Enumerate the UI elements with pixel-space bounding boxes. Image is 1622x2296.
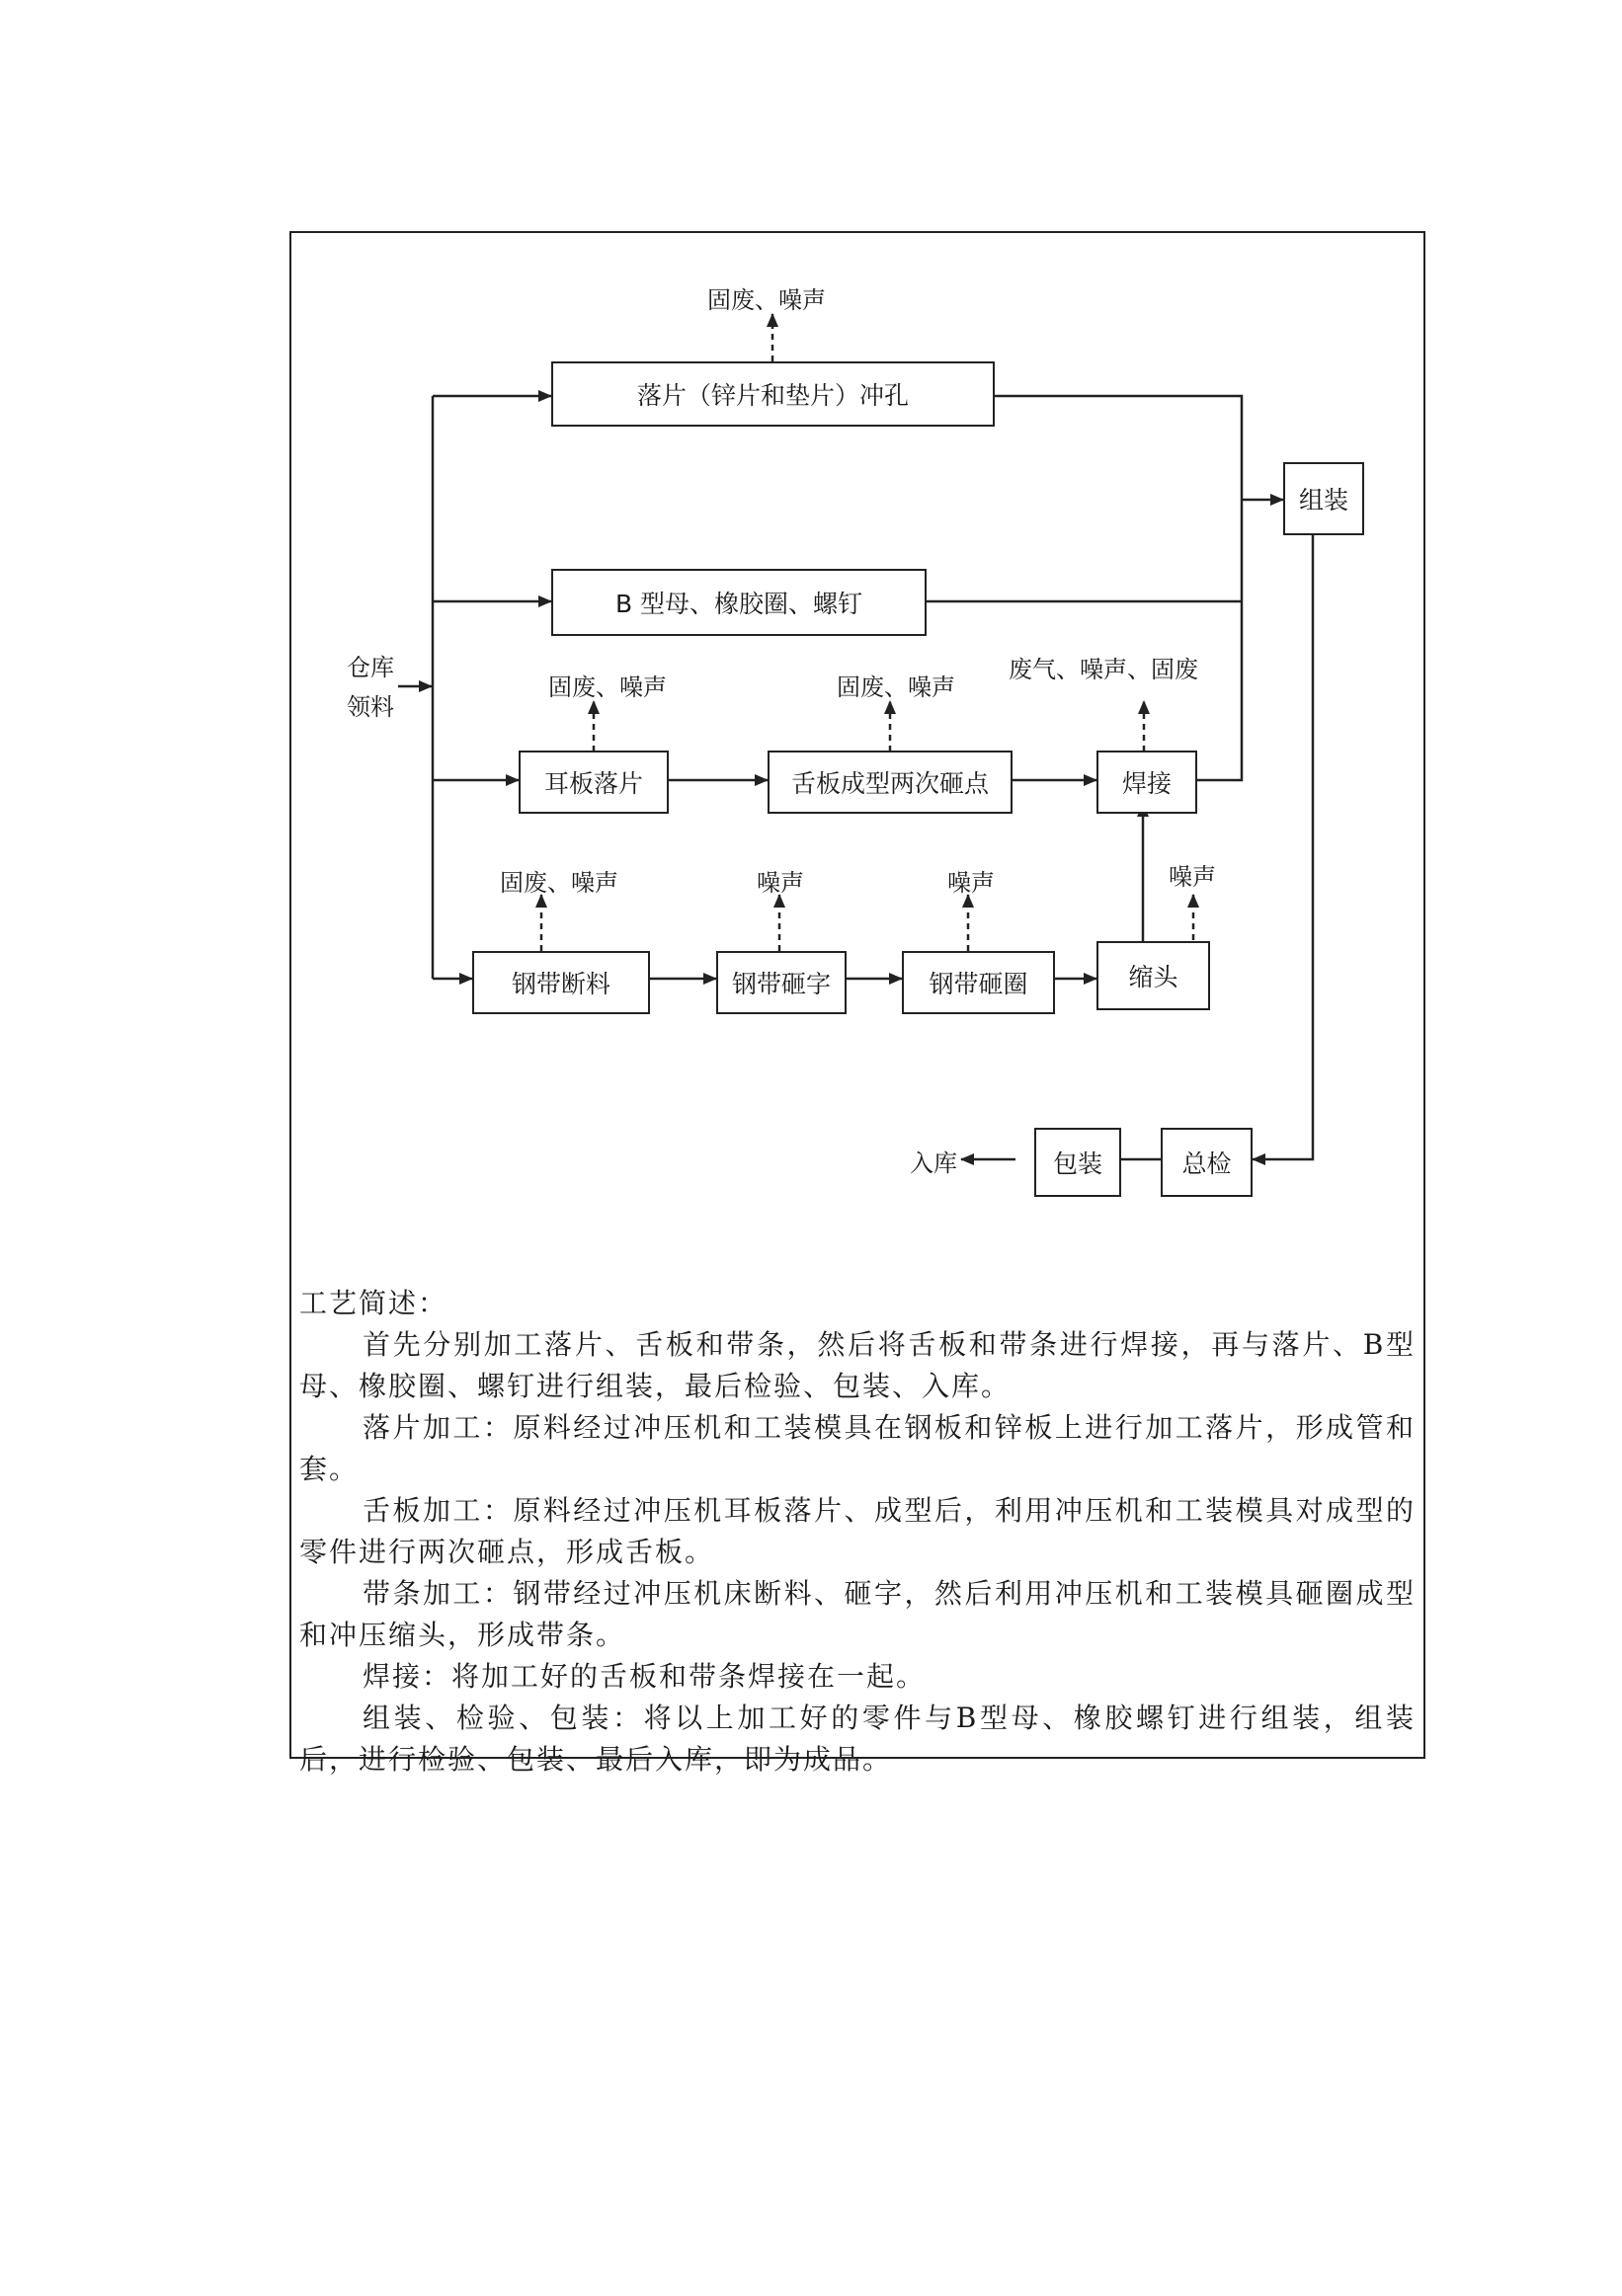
box-final-check: 总检 — [1161, 1128, 1253, 1197]
box-welding: 焊接 — [1096, 751, 1197, 814]
description-heading: 工艺简述： — [299, 1287, 448, 1319]
box-packing: 包装 — [1034, 1128, 1121, 1197]
description-paragraph: 组装、检验、包装：将以上加工好的零件与B型母、橡胶螺钉进行组装，组装后，进行检验、包装、最后入库，即为成品。 — [299, 1702, 1416, 1776]
process-description — [299, 1283, 1416, 1781]
box-strip-stamp: 钢带砸字 — [716, 951, 847, 1014]
emission-label-strip-stamp: 噪声 — [757, 869, 804, 897]
emission-label-strip-ring: 噪声 — [947, 869, 995, 897]
box-shrink: 缩头 — [1096, 941, 1210, 1010]
description-paragraph: 首先分别加工落片、舌板和带条，然后将舌板和带条进行焊接，再与落片、B型母、橡胶圈、螺钉进行组装，最后检验、包装、入库。 — [299, 1328, 1416, 1402]
emission-label-blanking: 固废、噪声 — [707, 286, 826, 314]
box-strip-cut: 钢带断料 — [472, 951, 650, 1014]
emission-label-tongue: 固废、噪声 — [837, 673, 955, 701]
box-ear-blanking: 耳板落片 — [519, 751, 669, 814]
description-paragraph: 落片加工：原料经过冲压机和工装模具在钢板和锌板上进行加工落片，形成管和套。 — [299, 1411, 1416, 1485]
box-strip-ring: 钢带砸圈 — [902, 951, 1055, 1014]
box-blanking: 落片（锌片和垫片）冲孔 — [551, 361, 995, 427]
document-frame — [289, 231, 1425, 1776]
box-assembly: 组装 — [1283, 462, 1364, 535]
description-paragraph: 焊接：将加工好的舌板和带条焊接在一起。 — [363, 1660, 927, 1693]
emission-label-strip-cut: 固废、噪声 — [500, 869, 618, 897]
warehouse-label-line-2: 领料 — [347, 693, 394, 721]
storage-label: 入库 — [910, 1149, 957, 1177]
warehouse-label — [347, 648, 394, 727]
emission-label-ear: 固废、噪声 — [548, 673, 667, 701]
box-b-nut: B 型母、橡胶圈、螺钉 — [551, 569, 927, 636]
line-blanking-to-collector — [995, 396, 1242, 500]
emission-label-shrink: 噪声 — [1169, 863, 1216, 891]
box-tongue-forming: 舌板成型两次砸点 — [768, 751, 1013, 814]
line-weld-to-collector — [1197, 500, 1242, 780]
description-paragraph: 舌板加工：原料经过冲压机耳板落片、成型后，利用冲压机和工装模具对成型的零件进行两次砸点，形成舌板。 — [299, 1494, 1416, 1568]
arrow-assembly-to-check — [1253, 531, 1313, 1159]
description-paragraph: 带条加工：钢带经过冲压机床断料、砸字，然后利用冲压机和工装模具砸圈成型和冲压缩头，形成带条。 — [299, 1577, 1416, 1651]
warehouse-label-line-1: 仓库 — [347, 654, 394, 681]
emission-label-welding: 废气、噪声、固废 — [1009, 656, 1198, 683]
